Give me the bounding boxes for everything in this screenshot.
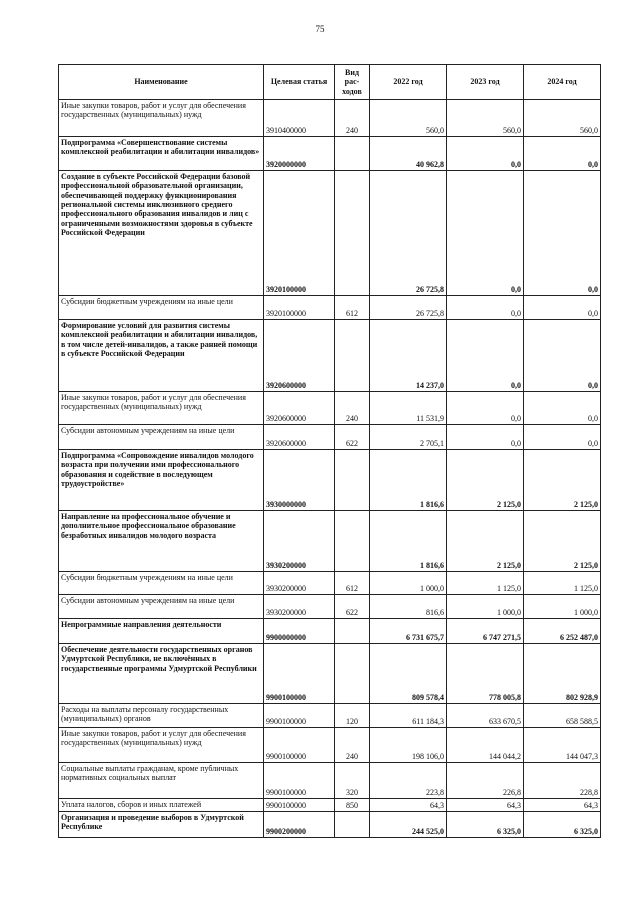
row-name: Субсидии автономным учреждениям на иные цели	[59, 595, 264, 619]
row-2023: 2 125,0	[447, 511, 524, 572]
row-code: 9900100000	[264, 763, 335, 799]
table-row	[59, 137, 601, 171]
row-2023: 64,3	[447, 799, 524, 812]
row-name: Обеспечение деятельности государственных органов Удмуртской Республики, не включённых в государственные программы Удмуртской Республики	[59, 644, 264, 704]
table-row	[59, 799, 601, 812]
row-vid: 240	[335, 728, 370, 763]
header-2023: 2023 год	[447, 65, 524, 100]
row-2022: 198 106,0	[370, 728, 447, 763]
row-vid	[335, 619, 370, 644]
row-name: Непрограммные направления деятельности	[59, 619, 264, 644]
table-row	[59, 511, 601, 572]
row-2024: 2 125,0	[524, 511, 601, 572]
row-2022: 40 962,8	[370, 137, 447, 171]
row-2024: 0,0	[524, 425, 601, 450]
table-row	[59, 644, 601, 704]
row-2022: 64,3	[370, 799, 447, 812]
header-2024: 2024 год	[524, 65, 601, 100]
row-2022: 1 816,6	[370, 511, 447, 572]
row-name: Иные закупки товаров, работ и услуг для обеспечения государственных (муниципальных) нужд	[59, 392, 264, 425]
row-2022: 2 705,1	[370, 425, 447, 450]
row-2022: 611 184,3	[370, 704, 447, 728]
table-row	[59, 450, 601, 511]
row-2022: 11 531,9	[370, 392, 447, 425]
row-2024: 64,3	[524, 799, 601, 812]
row-2024: 0,0	[524, 392, 601, 425]
row-2023: 0,0	[447, 392, 524, 425]
row-2022: 26 725,8	[370, 296, 447, 320]
budget-table	[58, 64, 601, 838]
row-2024: 802 928,9	[524, 644, 601, 704]
row-2024: 658 588,5	[524, 704, 601, 728]
table-header	[59, 65, 601, 100]
page-number: 75	[315, 24, 325, 34]
row-2023: 0,0	[447, 296, 524, 320]
row-2022: 1 000,0	[370, 572, 447, 595]
row-name: Субсидии автономным учреждениям на иные цели	[59, 425, 264, 450]
table-row	[59, 595, 601, 619]
row-2022: 816,6	[370, 595, 447, 619]
row-2023: 560,0	[447, 100, 524, 137]
row-2022: 809 578,4	[370, 644, 447, 704]
row-2024: 6 325,0	[524, 812, 601, 838]
row-vid: 120	[335, 704, 370, 728]
row-code: 3920600000	[264, 320, 335, 392]
row-code: 9900100000	[264, 644, 335, 704]
row-2023: 1 125,0	[447, 572, 524, 595]
table-row	[59, 704, 601, 728]
row-2024: 560,0	[524, 100, 601, 137]
row-code: 3910400000	[264, 100, 335, 137]
row-code: 9900100000	[264, 704, 335, 728]
row-name: Подпрограмма «Сопровождение инвалидов молодого возраста при получении ими профессионального образования и содействие в последующем трудоустройстве»	[59, 450, 264, 511]
row-2023: 1 000,0	[447, 595, 524, 619]
row-name: Организация и проведение выборов в Удмуртской Республике	[59, 812, 264, 838]
row-vid	[335, 137, 370, 171]
table-row	[59, 100, 601, 137]
table-row	[59, 572, 601, 595]
row-2023: 0,0	[447, 171, 524, 296]
row-2023: 6 747 271,5	[447, 619, 524, 644]
row-code: 3920100000	[264, 171, 335, 296]
row-2022: 223,8	[370, 763, 447, 799]
table-row	[59, 425, 601, 450]
row-code: 3920100000	[264, 296, 335, 320]
table-row	[59, 619, 601, 644]
row-2023: 2 125,0	[447, 450, 524, 511]
table-row	[59, 812, 601, 838]
row-2023: 778 005,8	[447, 644, 524, 704]
row-code: 9900100000	[264, 728, 335, 763]
header-2022: 2022 год	[370, 65, 447, 100]
row-2024: 0,0	[524, 137, 601, 171]
row-name: Направление на профессиональное обучение и дополнительное профессиональное образование безработных инвалидов молодого возраста	[59, 511, 264, 572]
row-code: 3930200000	[264, 595, 335, 619]
row-name: Подпрограмма «Совершенствование системы комплексной реабилитации и абилитации инвалидов»	[59, 137, 264, 171]
row-vid	[335, 812, 370, 838]
row-vid	[335, 644, 370, 704]
row-code: 3930200000	[264, 511, 335, 572]
row-2024: 2 125,0	[524, 450, 601, 511]
row-2023: 0,0	[447, 137, 524, 171]
row-name: Уплата налогов, сборов и иных платежей	[59, 799, 264, 812]
row-2023: 6 325,0	[447, 812, 524, 838]
header-name: Наименование	[59, 65, 264, 100]
row-2023: 633 670,5	[447, 704, 524, 728]
row-vid: 850	[335, 799, 370, 812]
row-code: 9900200000	[264, 812, 335, 838]
row-vid: 622	[335, 595, 370, 619]
row-2023: 0,0	[447, 425, 524, 450]
row-code: 9900000000	[264, 619, 335, 644]
row-code: 3930000000	[264, 450, 335, 511]
row-2023: 144 044,2	[447, 728, 524, 763]
row-name: Субсидии бюджетным учреждениям на иные цели	[59, 572, 264, 595]
row-vid: 320	[335, 763, 370, 799]
table-row	[59, 320, 601, 392]
row-vid	[335, 320, 370, 392]
row-code: 9900100000	[264, 799, 335, 812]
row-name: Формирование условий для развития системы комплексной реабилитации и абилитации инвалидов, в том числе детей-инвалидов, а также ранней помощи в субъекте Российской Федерации	[59, 320, 264, 392]
table-row	[59, 171, 601, 296]
row-2024: 0,0	[524, 296, 601, 320]
row-2022: 6 731 675,7	[370, 619, 447, 644]
table-row	[59, 296, 601, 320]
row-code: 3930200000	[264, 572, 335, 595]
row-2023: 0,0	[447, 320, 524, 392]
row-vid	[335, 171, 370, 296]
row-2024: 1 125,0	[524, 572, 601, 595]
row-2023: 226,8	[447, 763, 524, 799]
row-2022: 1 816,6	[370, 450, 447, 511]
row-2022: 14 237,0	[370, 320, 447, 392]
row-2024: 1 000,0	[524, 595, 601, 619]
row-vid	[335, 511, 370, 572]
row-2022: 560,0	[370, 100, 447, 137]
table-row	[59, 392, 601, 425]
table-row	[59, 728, 601, 763]
row-vid: 622	[335, 425, 370, 450]
row-vid: 240	[335, 100, 370, 137]
row-2022: 244 525,0	[370, 812, 447, 838]
row-code: 3920600000	[264, 392, 335, 425]
row-code: 3920600000	[264, 425, 335, 450]
row-2024: 6 252 487,0	[524, 619, 601, 644]
row-name: Иные закупки товаров, работ и услуг для обеспечения государственных (муниципальных) нужд	[59, 728, 264, 763]
table-row	[59, 763, 601, 799]
row-name: Иные закупки товаров, работ и услуг для обеспечения государственных (муниципальных) нужд	[59, 100, 264, 137]
row-name: Социальные выплаты гражданам, кроме публичных нормативных социальных выплат	[59, 763, 264, 799]
header-code: Целевая статья	[264, 65, 335, 100]
row-vid: 612	[335, 572, 370, 595]
row-2022: 26 725,8	[370, 171, 447, 296]
row-vid: 612	[335, 296, 370, 320]
row-vid: 240	[335, 392, 370, 425]
row-2024: 144 047,3	[524, 728, 601, 763]
row-name: Расходы на выплаты персоналу государственных (муниципальных) органов	[59, 704, 264, 728]
row-2024: 0,0	[524, 171, 601, 296]
row-code: 3920000000	[264, 137, 335, 171]
row-name: Создание в субъекте Российской Федерации базовой профессиональной образовательной организации, обеспечивающей поддержку функционирования региональной системы инклюзивного среднего профессионального образования инвалидов и лиц с ограниченными возможностями здоровья в субъекте Российской Федерации	[59, 171, 264, 296]
row-name: Субсидии бюджетным учреждениям на иные цели	[59, 296, 264, 320]
row-2024: 0,0	[524, 320, 601, 392]
header-vid: Вид рас-ходов	[335, 65, 370, 100]
row-2024: 228,8	[524, 763, 601, 799]
row-vid	[335, 450, 370, 511]
